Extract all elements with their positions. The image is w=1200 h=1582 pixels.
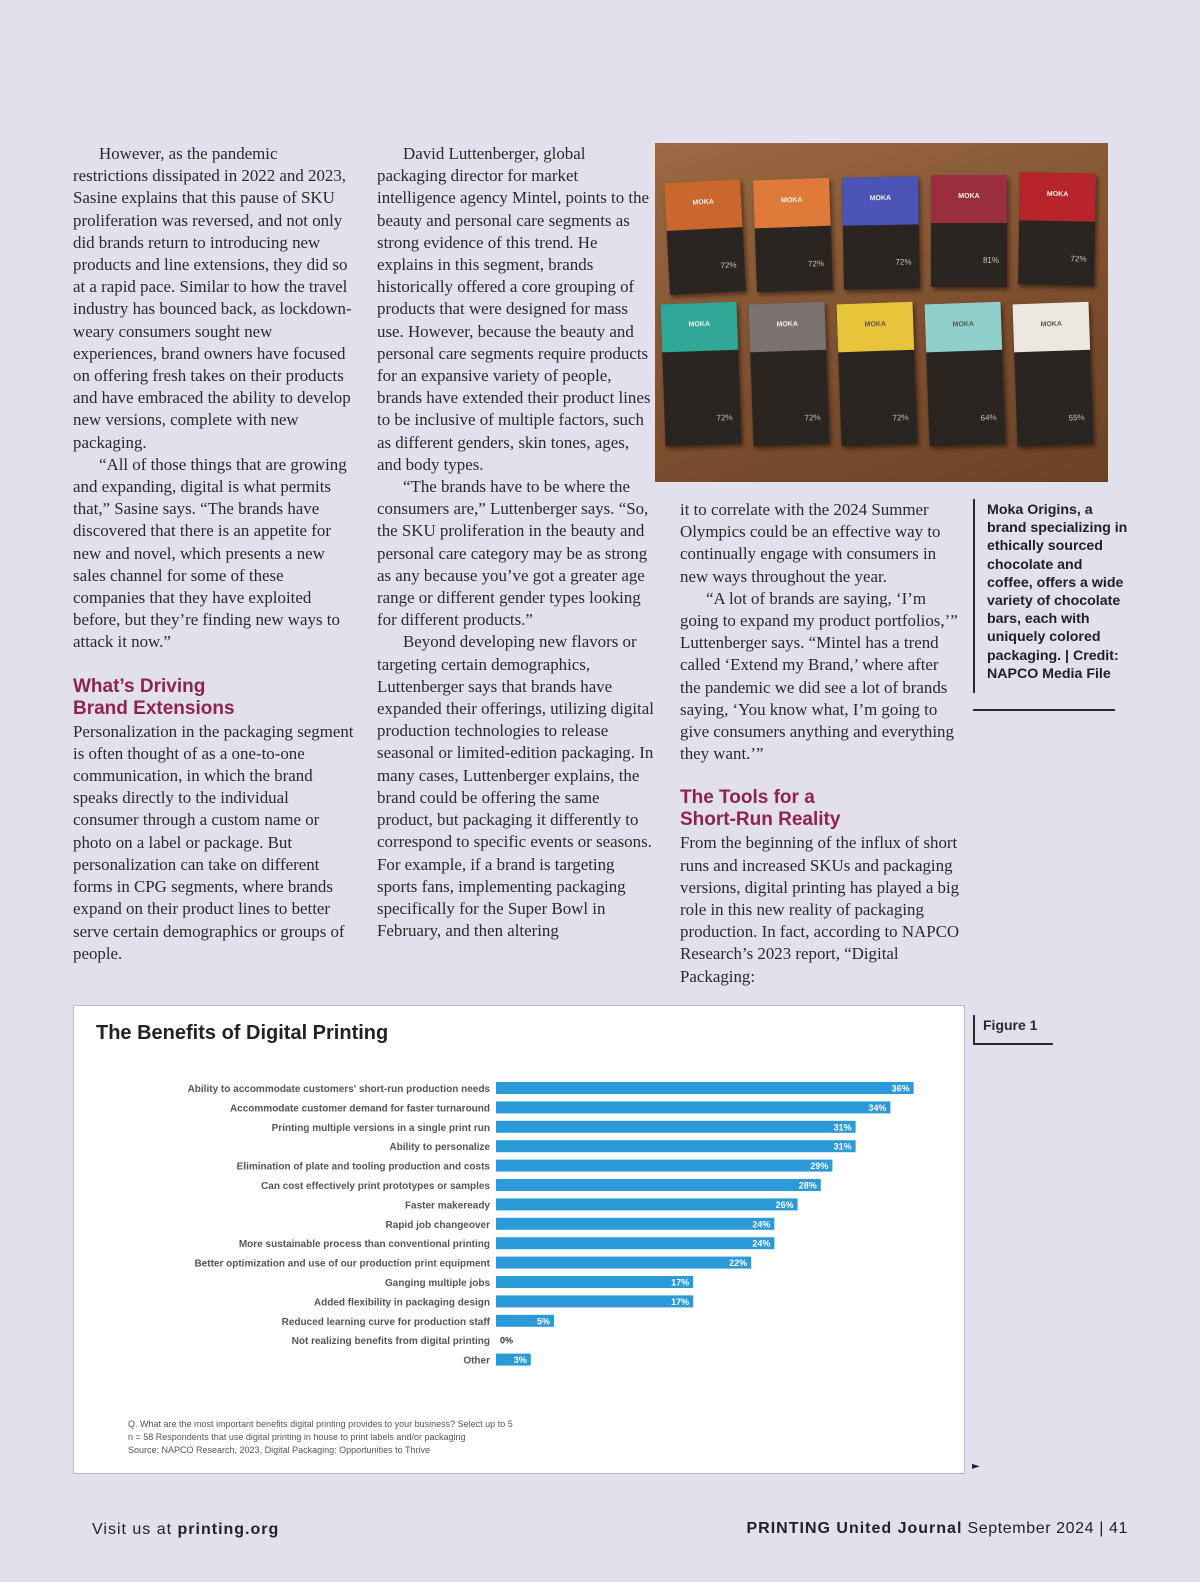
value-label: 5%	[536, 1316, 550, 1327]
value-label: 24%	[752, 1219, 771, 1230]
subheading-line: Short-Run Reality	[680, 809, 841, 831]
bar	[496, 1237, 774, 1249]
value-label: 26%	[775, 1199, 794, 1210]
package-brand-mark: MOKA	[776, 320, 799, 329]
subheading-brand-extensions	[73, 676, 355, 720]
category-label: Not realizing benefits from digital printing	[291, 1336, 490, 1348]
value-label: 31%	[833, 1141, 852, 1152]
paragraph: Personalization in the packaging segment is often thought of as a one-to-one communication, in which the brand speaks directly to the individual consumer through a custom name or photo on a label or package. But personalization can take on different forms in CPG segments, where brands expand on their product lines to better serve certain demographics or groups of people.	[73, 721, 354, 963]
value-label: 0%	[500, 1335, 514, 1346]
bar	[496, 1198, 798, 1210]
chocolate-bar-package	[1013, 302, 1094, 447]
value-label: 17%	[671, 1277, 690, 1288]
paragraph: From the beginning of the influx of short runs and increased SKUs and packaging versions, digital printing has played a big role in this new reality of packaging production. In fact, according to NAPCO Research’s 2023 report, “Digital Packaging:	[680, 833, 960, 986]
chart-note-sample: n = 58 Respondents that use digital printing in house to print labels and/or packaging	[128, 1432, 466, 1442]
value-label: 34%	[868, 1102, 887, 1113]
chocolate-bar-package	[749, 302, 830, 447]
value-label: 22%	[729, 1258, 748, 1269]
category-label: Elimination of plate and tooling production and costs	[236, 1161, 490, 1173]
package-brand-mark: MOKA	[864, 320, 887, 329]
package-cacao-percent: 81%	[982, 256, 999, 265]
value-label: 29%	[810, 1161, 829, 1172]
footer-visit	[92, 1521, 279, 1539]
package-cacao-percent: 72%	[892, 412, 909, 423]
chart-note-source: Source: NAPCO Research, 2023, Digital Packaging: Opportunities to Thrive	[128, 1445, 430, 1455]
chocolate-bar-package	[842, 176, 920, 289]
article-column-2	[377, 143, 657, 942]
package-brand-mark: MOKA	[1046, 190, 1069, 199]
issue-and-page: September 2024 | 41	[962, 1520, 1128, 1537]
value-label: 28%	[798, 1180, 817, 1191]
paragraph: David Luttenberger, global packaging director for market intelligence agency Mintel, points to the beauty and personal care segments as strong evidence of this trend. He explains in this segment, brands historically offered a core grouping of products that were designed for mass use. However, because the beauty and personal care segments require products for an expansive variety of people, brands have extended their product lines to be inclusive of multiple factors, such as different genders, skin tones, ages, and body types.	[377, 144, 651, 474]
category-label: Added flexibility in packaging design	[313, 1297, 490, 1309]
category-label: Faster makeready	[404, 1200, 490, 1212]
value-label: 17%	[671, 1296, 690, 1307]
article-column-3	[680, 499, 963, 988]
category-label: More sustainable process than conventional printing	[238, 1239, 490, 1251]
bar	[496, 1295, 693, 1307]
package-cacao-percent: 64%	[980, 412, 997, 423]
paragraph: “The brands have to be where the consumers are,” Luttenberger says. “So, the SKU proliferation in the beauty and personal care category may be as strong as any because you’ve got a greater age range or different gender types looking for different products.”	[377, 477, 649, 630]
chart-note-question: Q. What are the most important benefits digital printing provides to your business? Select up to 5	[128, 1419, 513, 1429]
chocolate-bar-package	[753, 178, 833, 293]
chocolate-bar-package	[1018, 172, 1096, 285]
subheading-line: The Tools for a	[680, 787, 815, 809]
package-brand-mark: MOKA	[952, 320, 975, 329]
journal-name: PRINTING United Journal	[746, 1520, 963, 1537]
chocolate-bar-package	[925, 302, 1006, 447]
figure-1-chart	[73, 1005, 965, 1474]
value-label: 31%	[833, 1122, 852, 1133]
paragraph: “All of those things that are growing and expanding, digital is what permits that,” Sasine says. “The brands have discovered that there is an appetite for new and novel, which presents a new sales channel for some of these companies that they have exploited before, but they’re finding new ways to attack it now.”	[73, 454, 347, 652]
package-cacao-percent: 72%	[720, 260, 737, 271]
footer-site-link[interactable]: printing.org	[177, 1521, 280, 1538]
package-brand-mark: MOKA	[688, 320, 711, 329]
bar	[496, 1121, 856, 1133]
footer-visit-prefix: Visit us at	[92, 1521, 178, 1538]
paragraph: “A lot of brands are saying, ‘I’m going to expand my product portfolios,’” Luttenberger says. “Mintel has a trend called ‘Extend my Brand,’ where after the pandemic we did see a lot of brands saying, ‘You know what, I’m going to give consumers anything and everything they want.’”	[680, 588, 958, 764]
bar	[496, 1218, 774, 1230]
chocolate-bar-package	[837, 302, 918, 447]
continue-arrow-icon: ►	[972, 1461, 980, 1472]
category-label: Other	[463, 1355, 490, 1367]
value-label: 3%	[513, 1355, 527, 1366]
bar-chart-svg	[74, 1006, 964, 1473]
category-label: Ability to accommodate customers' short-run production needs	[187, 1084, 490, 1095]
footer-journal	[747, 1520, 1129, 1538]
chart-title: The Benefits of Digital Printing	[96, 1022, 389, 1044]
package-brand-mark: MOKA	[1040, 320, 1063, 329]
category-label: Ganging multiple jobs	[385, 1278, 490, 1289]
bar	[496, 1160, 832, 1172]
paragraph: Beyond developing new flavors or targeting certain demographics, Luttenberger says that brands have expanded their offerings, utilizing digital production technologies to release seasonal or limited-edition packaging. In many cases, Luttenberger explains, the brand could be offering the same product, but packaging it differently to correspond to specific events or seasons. For example, if a brand is targeting sports fans, implementing packaging specifically for the Super Bowl in February, and then altering	[377, 632, 654, 941]
package-cacao-percent: 55%	[1068, 412, 1085, 423]
subheading-short-run	[680, 787, 963, 831]
bar	[496, 1276, 693, 1288]
chocolate-bar-package	[661, 302, 742, 447]
category-label: Ability to personalize	[389, 1142, 490, 1154]
chocolate-bars-photo	[655, 143, 1108, 482]
chocolate-bar-package	[664, 179, 746, 295]
chocolate-bar-package	[931, 175, 1007, 287]
bar	[496, 1140, 856, 1152]
bar	[496, 1179, 821, 1191]
package-cacao-percent: 72%	[716, 412, 733, 423]
package-brand-mark: MOKA	[869, 194, 892, 203]
value-label: 24%	[752, 1238, 771, 1249]
category-label: Printing multiple versions in a single print run	[271, 1122, 490, 1134]
figure-label: Figure 1	[973, 1015, 1053, 1045]
bar	[496, 1101, 890, 1113]
package-brand-mark: MOKA	[692, 198, 715, 207]
bar	[496, 1082, 914, 1094]
caption-rule	[973, 709, 1115, 711]
subheading-line: What’s Driving	[73, 675, 206, 697]
category-label: Accommodate customer demand for faster turnaround	[229, 1103, 490, 1115]
package-cacao-percent: 72%	[1070, 254, 1087, 264]
category-label: Can cost effectively print prototypes or samples	[261, 1181, 490, 1192]
article-column-1	[73, 143, 355, 965]
paragraph: However, as the pandemic restrictions dissipated in 2022 and 2023, Sasine explains that this pause of SKU proliferation was reversed, and not only did brands return to introducing new products and line extensions, they did so at a rapid pace. Similar to how the travel industry has bounced back, as lockdown-weary consumers sought new experiences, brand owners have focused on offering fresh takes on their products and have embraced the ability to develop new versions, complete with new packaging.	[73, 144, 352, 452]
category-label: Better optimization and use of our production print equipment	[194, 1258, 490, 1270]
paragraph: it to correlate with the 2024 Summer Olympics could be an effective way to continually engage with consumers in new ways throughout the year.	[680, 500, 941, 586]
bar	[496, 1257, 751, 1269]
category-label: Reduced learning curve for production staff	[281, 1316, 490, 1328]
package-cacao-percent: 72%	[895, 257, 912, 267]
package-cacao-percent: 72%	[804, 412, 821, 423]
package-cacao-percent: 72%	[807, 258, 825, 269]
category-label: Rapid job changeover	[385, 1219, 490, 1231]
photo-caption: Moka Origins, a brand specializing in ethically sourced chocolate and coffee, offers a wide variety of chocolate bars, each with uniquely colored packaging. | Credit: NAPCO Media File	[973, 499, 1130, 693]
package-brand-mark: MOKA	[780, 196, 803, 205]
package-brand-mark: MOKA	[958, 193, 980, 200]
value-label: 36%	[891, 1083, 910, 1094]
subheading-line: Brand Extensions	[73, 697, 235, 719]
